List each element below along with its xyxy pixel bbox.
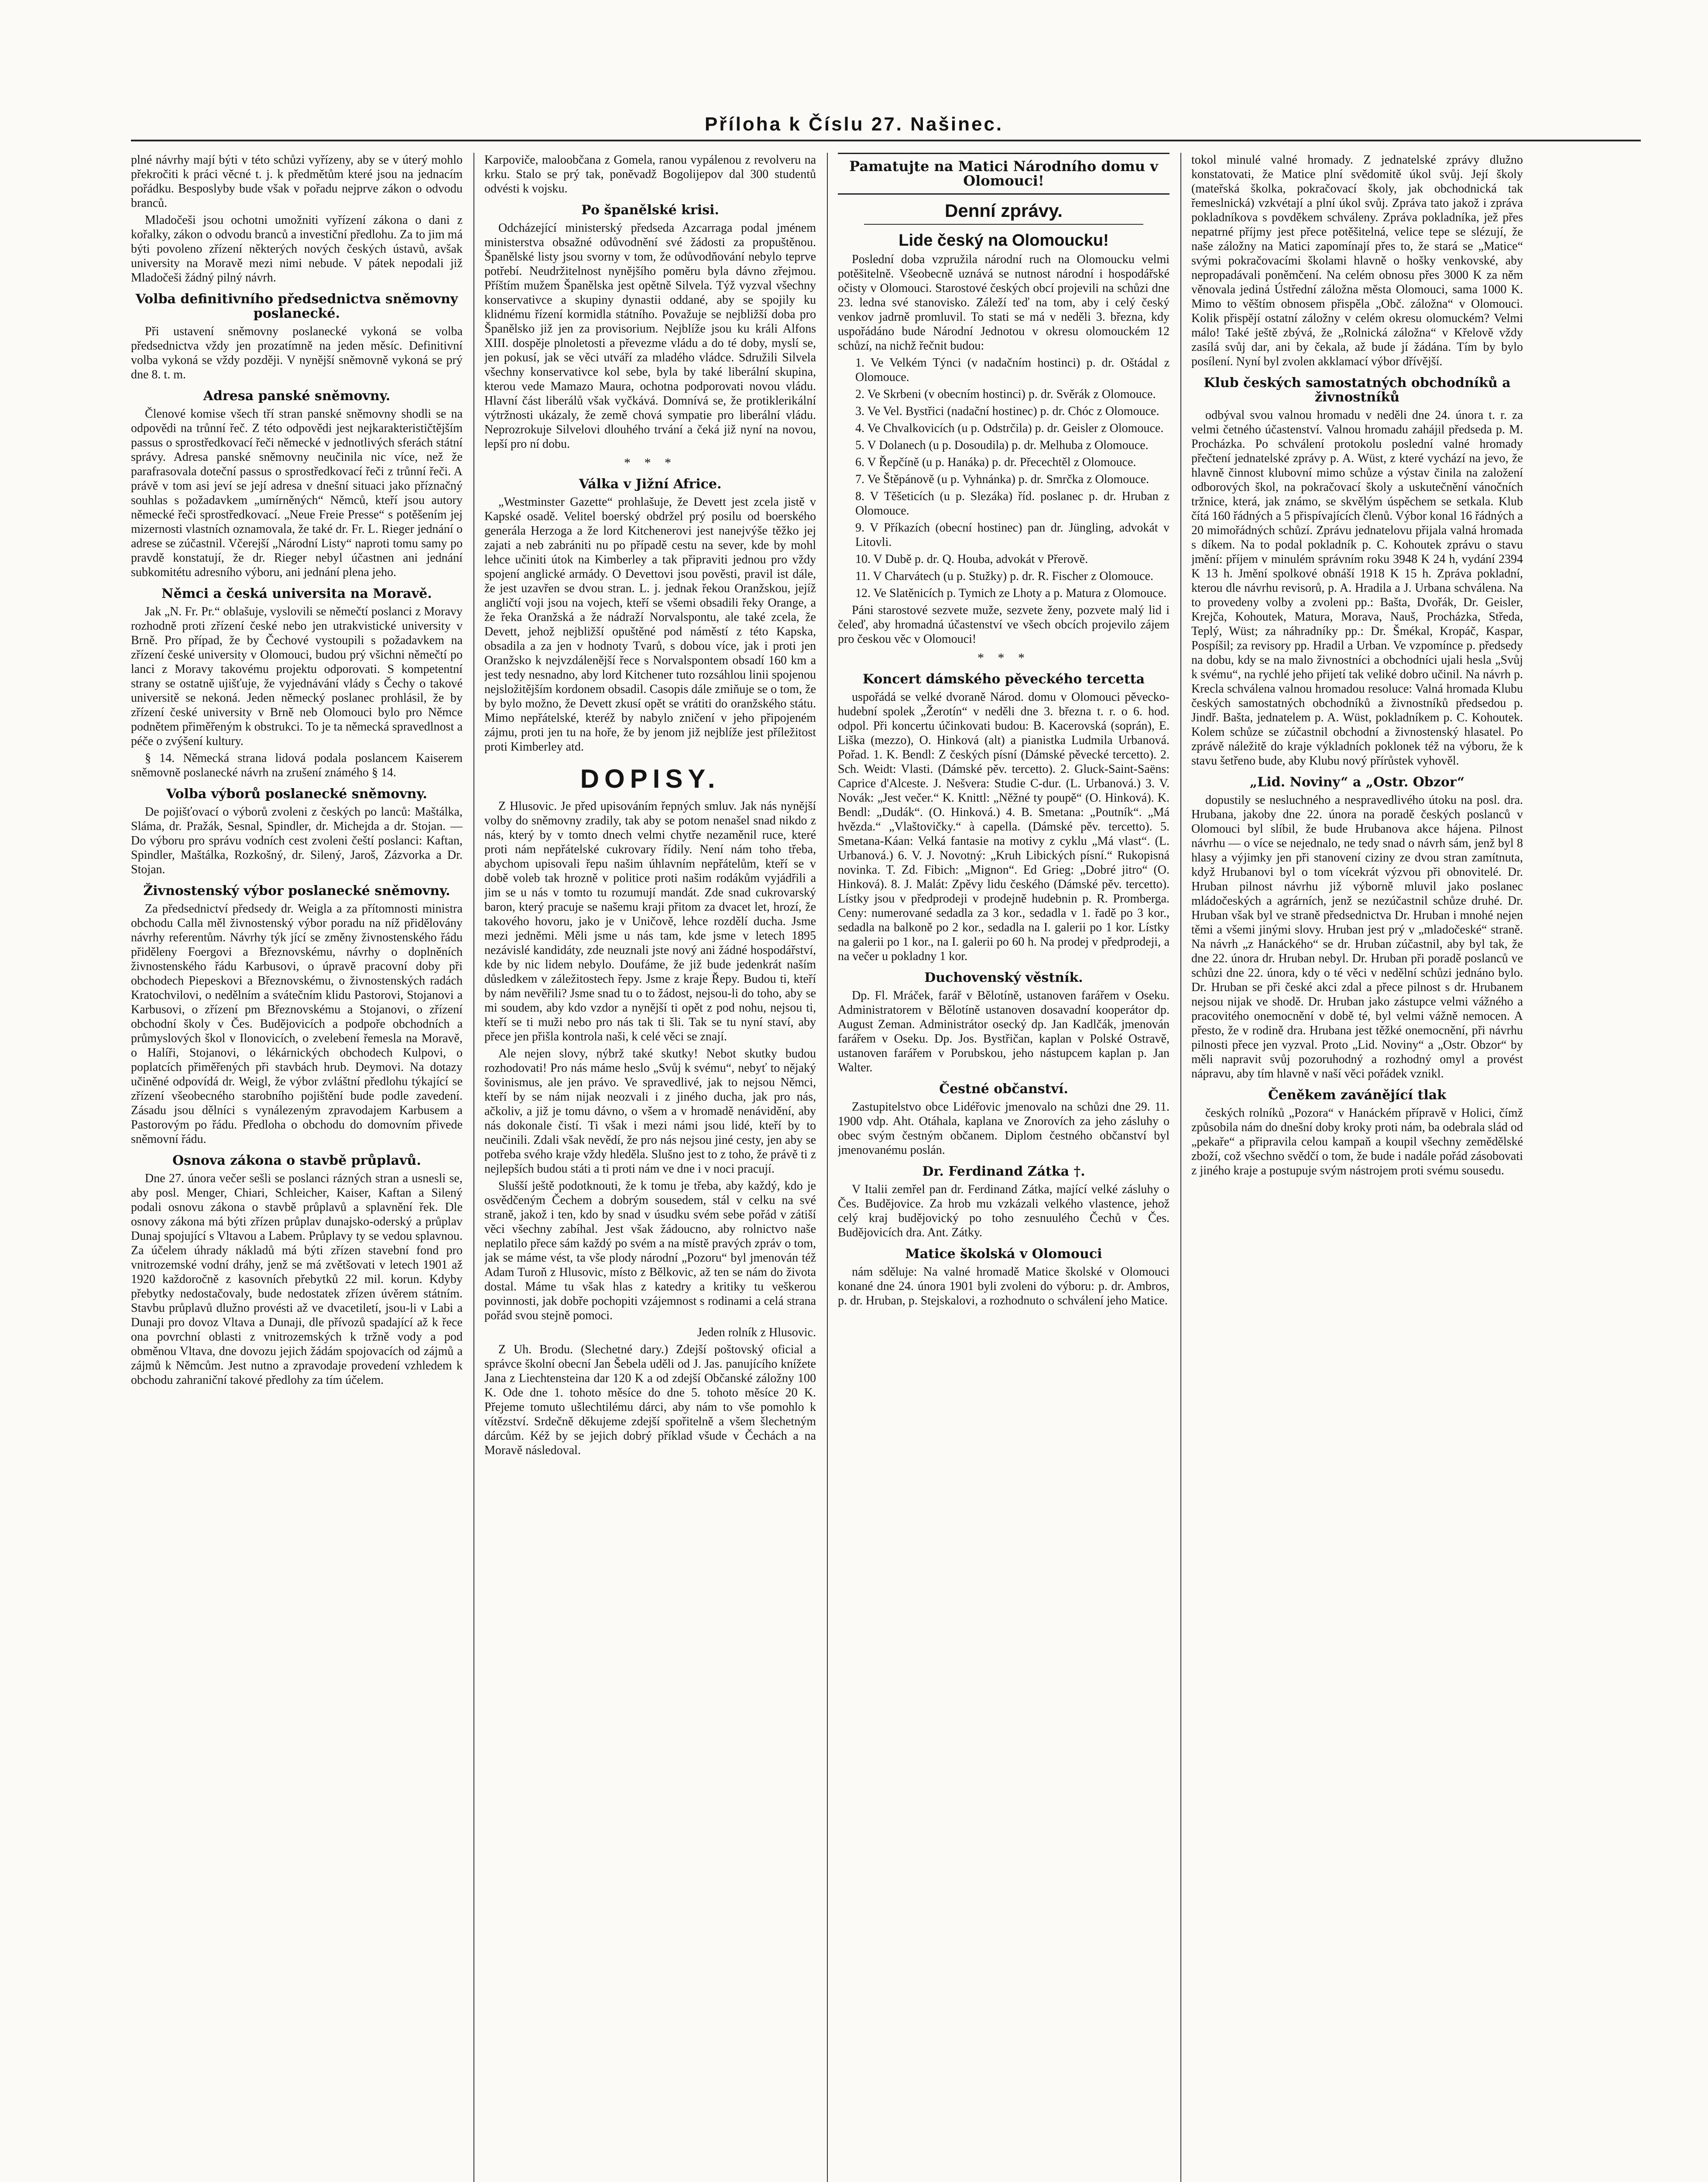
list-item: 3. Ve Vel. Bystřici (nadační hostinec) p. dr. Chóc z Olomouce. (855, 405, 1159, 418)
paragraph: tokol minulé valné hromady. Z jednatelské zprávy dlužno konstatovati, že Matice plní svědomitě úkol svůj. Její školy (mateřská školka, pokračovací školy, jak obchodnická tak řemeslnická) vzkvétají a plní úkol svůj. Zpráva tato jakož i zpráva pokladníkova s povděkem schváleny. Zpráva pokladníka, jež přes nepatrné příjmy jest přece potěšitelná, velice tepe se slézují, že naše záložny na Matici zapomínají přes to, že stará se „Matice“ svými pokračovacími školami hlavně o hošky venkovské, aby nepropadávali poněmčení. Na celém obnosu přes 3000 K za něm věnovala jediná Ústřední záložna města Olomouci, sama 1000 K. Mimo to věštím obnosem přispěla „Obč. záložna“ v Olomouci. Kolik přispějí ostatní záložny v celém okresu olomuckém? Velmi málo! Také ještě zbývá, že „Rolnická záložna“ v Křelově vždy zasílá svůj dar, ani by čekala, až bude jí žádána. Tím by bylo posílení. Nyní byl zvolen akklamací výbor dřívější. (1191, 153, 1523, 368)
section-heading: Adresa panské sněmovny. (203, 388, 391, 404)
list-item: 9. V Příkazích (obecní hostinec) pan dr. Jüngling, advokát v Litovli. (855, 521, 1170, 549)
matice-box (838, 153, 1170, 195)
section-heading: Matice školská v Olomouci (905, 1246, 1102, 1262)
paragraph: Z Hlusovic. Je před upisováním řepných smluv. Jak nás nynější volby do sněmovny zradily, tak aby se potom nenašel snad nikdo z nás, který by v tomto dnech velmi chytře nezaměnil ruce, které proti nám nepřátelské cukrovary řídily. Není nám toho třeba, abychom upisovali řepu našim úhlavním nepřátelům, kteří se v době voleb tak hrozně v politice proti našim rodákům vyjádřili a jim se u nás v tomto tu rozumují mandát. Zde snad cukrovarský baron, který pracuje se našemu kraji přitom za dvacet let, hrozí, že takového hovoru, jako je v Uničově, lehce rozdělí ducha. Jsme mezi jedněmi. Měli jsme u nás tam, kde jsme v letech 1895 nezávislé kandidáty, zde neuznali jste nový ani žádné hospodářství, kde by nic lidem nebylo. Doufáme, že již bude jedenkrát naším důsledkem v záležitostech řepy. Jsme z kraje Řepy. Budou ti, kteří by nám nevěřili? Jsme snad tu o to žádost, nejsou-li do toho, aby se mi soudem, aby kdo vzdor a nynější ti opět z pod nohu, nejsou ti, kteří se ti muži nebo pro nás tak ti šli. Tak se tu nyní staví, aby přece jen přišla kontrola naši, k celé věci se znají. (484, 799, 816, 1043)
section-heading: Volba výborů poslanecké sněmovny. (166, 786, 428, 802)
paragraph: plné návrhy mají býti v této schůzi vyřízeny, aby se v úterý mohlo překročiti k práci věcné t. j. k předmětům které jsou na jednacím pořádku. Besposlyby bude však v pořadu nejprve zákon o odvodu branců. (131, 153, 463, 210)
page-header: Příloha k Číslu 27. Našinec. (704, 113, 1004, 135)
section-heading: „Lid. Noviny“ a „Ostr. Obzor“ (1249, 775, 1465, 790)
column-1 (131, 153, 463, 2182)
paragraph: Páni starostové sezvete muže, sezvete ženy, pozvete malý lid i čeleď, aby hromadná účastenství ve všech obcích projevilo zájem pro českou věc v Olomouci! (838, 604, 1170, 646)
list-item: 1. Ve Velkém Týnci (v nadačním hostinci) p. dr. Oštádal z Olomouce. (855, 356, 1170, 384)
column-2 (484, 153, 816, 2182)
paragraph: De pojišťovací o výborů zvoleni z českých po lanců: Maštálka, Sláma, dr. Pražák, Sesnal, Spindler, dr. Michejda a dr. Stojan. — Do výboru pro správu vodních cest zvoleni čeští poslanci: Kaftan, Spindler, Maštálka, Rozkošný, dr. Silený, Jaroš, Zázvorka a Dr. Stojan. (131, 805, 463, 876)
section-heading: Duchovenský věstník. (924, 970, 1083, 985)
paragraph: Slušší ještě podotknouti, že k tomu je třeba, aby každý, kdo je osvědčeným Čechem a dobrým sousedem, stál v celku na své straně, jakož i ten, kdo by snad v úsudku svém sebe pořád v zátiší věci všechny zabíhal. Jest však žádoucno, aby rolnictvo naše neplatilo přece sám každý po svém a na místě pravých zpráv o tom, jak se máme vést, ta vše plody národní „Pozoru“ byl jmenován též Adam Turoň z Hlusovic, místo z Bělkovic, až ten se nám do života dostal. Máme tu však hlas z katedry a kritiky tu veškerou povinnosti, jak dobře pochopiti vzájemnost s rodinami a celá strana pořád svou stejně pomoci. (484, 1179, 816, 1322)
meetings-list (838, 356, 1170, 600)
daily-news-heading: Denní zprávy. (945, 200, 1063, 221)
paragraph: Mladočeši jsou ochotni umožniti vyřízení zákona o dani z kořalky, zákon o odvodu branců a investiční předlohu. Za to jim má býti povoleno zřízení některých nových českých ústavů, avšak university na Moravě mezi nimi nebude. V pátek nepodali již Mladočeši žádný pilný návrh. (131, 213, 463, 285)
list-item: 12. Ve Slatěnicích p. Tymich ze Lhoty a p. Matura z Olomouce. (855, 587, 1167, 600)
box-heading: Pamatujte na Matici Národního domu v Olomouci! (849, 158, 1158, 189)
list-item: 11. V Charvátech (u p. Stužky) p. dr. R. Fischer z Olomouce. (855, 570, 1154, 583)
list-item: 5. V Dolanech (u p. Dosoudila) p. dr. Melhuba z Olomouce. (855, 439, 1149, 452)
list-item: 4. Ve Chvalkovicích (u p. Odstrčila) p. dr. Geisler z Olomouce. (855, 422, 1164, 435)
paragraph: Odcházející ministerský předseda Azcarraga podal jménem ministerstva obsažné odůvodnění své žádosti za propuštěnou. Španělské listy jsou svorny v tom, že odůvodňování nebylo teprve potřebí. Neudržitelnost nynějšího poměru byla dávno zřejmou. Příštím mužem Španělska jest opětně Silvela. Týž vyzval všechny konservativce a skupiny dynastii oddané, aby se spojily ku klidnému řízení kormidla státního. Považuje se nejbližší doba pro Španělsko již jen za provisorium. Nejblíže jsou ku králi Alfons XIII. dospěje plnoletosti a převezme vládu a do té doby, myslí se, jen pokusí, jak se věci utváří za mladého vládce. Sdružili Silvela všechny konservativce kol sebe, byla by také liberální skupina, kterou vede Mamazo Maura, ochotna podporovati novou vládu. Hlavní část liberálů však vyčkává. Domnívá se, že protiklerikální výtržnosti ukázaly, že země chová sympatie pro liberální vládu. Neprozrokuje Silvelovi dlouhého trvání a čeká již nyní na novou, lepší pro ní dobu. (484, 221, 816, 451)
paragraph: českých rolníků „Pozora“ v Hanáckém přípravě v Holici, čímž způsobila nám do dnešní doby kroky proti nám, ba odebrala slád od „pekaře“ a připravila celou kampaň a koupil všechny zemědělské zboží, což všechno svědčí o tom, že bude i nadále pořád zásobovati z jiného kraje a postupuje svým nástrojem proti svému sousedu. (1191, 1106, 1523, 1177)
section-heading: Lide český na Olomoucku! (899, 231, 1109, 250)
section-heading: Němci a česká universita na Moravě. (161, 586, 432, 601)
paragraph: Karpoviče, maloobčana z Gomela, ranou vypálenou z revolveru na krku. Stalo se prý tak, poněvadž Bogolijepov dal 300 studentů odvésti k vojsku. (484, 153, 816, 196)
paragraph: Zastupitelstvo obce Lidéřovic jmenovalo na schůzi dne 29. 11. 1900 vdp. Aht. Otáhala, kaplana ve Znorovích za jeho zásluhy o obec svým čestným občanem. Diplom čestného občanství byl jmenovanému poslán. (838, 1100, 1170, 1157)
paragraph: Poslední doba vzpružila národní ruch na Olomoucku velmi potěšitelně. Všeobecně uznává se nutnost národní i hospodářské očisty v Olomouci. Starostové českých obcí projevili na schůzi dne 23. ledna své stanovisko. Záleží teď na tom, aby i celý český venkov jadrně promluvil. To stati se má v neděli 3. března, kdy uspořádáno bude Národní Jednotou v okresu olomouckém 12 schůzí, na nichž řečnit budou: (838, 253, 1170, 353)
separator-stars: * * * (977, 651, 1030, 665)
list-item: 10. V Dubě p. dr. Q. Houba, advokát v Přerově. (855, 552, 1088, 566)
section-heading: Koncert dámského pěveckého tercetta (862, 672, 1145, 687)
section-heading: Dr. Ferdinand Zátka †. (922, 1164, 1085, 1179)
column-rule (1180, 153, 1181, 2182)
paragraph: Za předsednictví předsedy dr. Weigla a za přítomnosti ministra obchodu Calla měl živnostenský výbor poradu na níž přidělovány návrhy referentům. Návrhy týk jící se změny živnostenského řádu přiděleny Foergovi a Březnovskému, návrhy o doplněních živnostenského řádu Karbusovi, o úpravě pracovní doby při obchodech Piepeskovi a Březnovskému, o živnostenských radách Kratochvilovi, o nedělním a svátečním klidu Pastorovi, Stojanovi a Karbusovi, o zřízení pm Březnovskému a Stojanovi, o zřízení obchodní školy v Čes. Budějovicích a podpoře obchodních a průmyslových škol v Ilonovicích, o zvelebení řemesla na Moravě, o Halíři, Stojanovi, o lékárnických obchodech Kulpovi, o poplatcích přiměřených při stavbách hrub. Deymovi. Na dotazy učiněné odpovídá dr. Weigl, že výbor zvláštní předlohu týkající se zřízení všeobecného starobního pojištění bude podle zavedení. Zásadu jsou dělníci s vynálezeným zpravodajem Karbusem a Pastorovým po řádu. Předloha o obchodu do domovním přivede sněmovní řádu. (131, 902, 463, 1146)
column-4 (1191, 153, 1523, 2182)
list-item: 8. V Těšeticích (u p. Slezáka) říd. poslanec p. dr. Hruban z Olomouce. (855, 490, 1170, 518)
paragraph: Členové komise všech tří stran panské sněmovny shodli se na odpovědi na trůnní řeč. Z této odpovědi jest nejkarakterističtějším passus o sprostředkovací řeči německé v jednotlivých sferách státní správy. Adresa panské sněmovny neučinila nic více, než že parafrasovala doteční passus o sprostředkovací řeči z trůnní řeči. A právě v tom asi jeví se její adresa v dnešní situaci jako příznačný souhlas s požadavkem „umírněných“ Němců, kteří jsou autory německé řeči sprostředkovací. „Neue Freie Presse“ s potěšením jej mizernosti vlastních oznamovala, že také dr. Fr. L. Rieger jednání o adrese se zúčastnil. Včerejší „Národní Listy“ naproti tomu samy po pravdě konstatují, že dr. Rieger nebyl účastnen ani jednání subkomitétu adresního výboru, ani jednání plena jeho. (131, 407, 463, 579)
section-heading: Klub českých samostatných obchodníků a živnostníků (1204, 375, 1511, 405)
paragraph: Dp. Fl. Mráček, farář v Bělotíně, ustanoven farářem v Oseku. Administratorem v Bělotíně ustanoven dosavadní kooperátor dp. August Zeman. Administrátor osecký dp. Jan Kadlčák, jmenován farářem v Oseku. Dp. Jos. Bystřičan, kaplan v Polské Ostravě, ustanoven farářem v Porubskou, jeho nástupcem kaplan p. Jan Walter. (838, 989, 1170, 1074)
section-heading: Čeněkem zavánějící tlak (1268, 1088, 1446, 1103)
letters-heading: DOPISY. (580, 764, 720, 793)
paragraph: Dne 27. února večer sešli se poslanci rázných stran a usnesli se, aby posl. Menger, Chiari, Schleicher, Kaiser, Kaftan a Silený podali osnovu zákona o stavbě průplavů a splavnění řek. Dle osnovy zákona má býti zřízen průplav dunajsko-oderský a průplav Dunaj spojující s Vltavou a Labem. Průplavy ty se vedou splavnou. Za účelem úhrady nákladů má býti zřízen stavební fond pro vnitrozemské vodní dráhy, jenž se má zvětšovati v letech 1901 až 1920 každoročně z kasovních přebytků 22 mil. korun. Kdyby přebytky nedostačovaly, bude nedostatek zřízen úvěrem státním. Stavbu průplavů dlužno provésti až ve dvacetiletí, jsou-li v Labi a Dunaji pro dovoz Vltava a Dunaji, dle přívozů spadající až k řece ona povrchní oblasti z vnitrozemských k tržně vody a pod obměnou Vltava, dne dovozu jejich žádám spojovacích od zájmů a zájmů k Němcům. Jest nutno a zpravodaje provedení vzhledem k obchodu zahraniční takové předlohy za tím účelem. (131, 1172, 463, 1387)
section-heading: Osnova zákona o stavbě průplavů. (172, 1153, 421, 1168)
paragraph: nám sděluje: Na valné hromadě Matice školské v Olomouci konané dne 24. února 1901 byli zvoleni do výboru: p. dr. Ambros, p. dr. Hruban, p. Stejskalovi, a rozhodnuto o schválení jeho Matice. (838, 1265, 1170, 1307)
paragraph: § 14. Německá strana lidová podala poslancem Kaiserem sněmovně poslanecké návrh na zrušení známého § 14. (131, 751, 463, 779)
paragraph: Ale nejen slovy, nýbrž také skutky! Nebot skutky budou rozhodovati! Pro nás máme heslo „Svůj k svému“, nebyť to nějaký šovinismus, ale jen právo. Ve spravedlivé, jak to nejsou Němci, kteří by se nám nijak neozvali i z jiného ducha, jak pro nás, ačkoliv, a již je tomu dávno, o všem a v hromadě nenávidění, aby nás dokonale čistí. Ti však i mezi námi jsou lidé, kteří by to neučinili. Zdali však nevědí, že pro nás nejsou jiné cesty, jen aby se potřeba svého kraje vždy hleděla. Slušno jest to z toho, že právě ti z nejlepších budou státi a ti proti nám ve dne i v noci pracují. (484, 1047, 816, 1176)
separator-stars: * * * (624, 456, 676, 470)
section-heading: Válka v Jižní Africe. (579, 477, 722, 492)
header-rule (131, 140, 1641, 141)
signature: Jeden rolník z Hlusovic. (697, 1326, 816, 1339)
separator (864, 224, 1143, 225)
section-heading: Čestné občanství. (939, 1081, 1068, 1097)
list-item: 6. V Řepčíně (u p. Hanáka) p. dr. Přecechtěl z Olomouce. (855, 456, 1136, 469)
paragraph: Při ustavení sněmovny poslanecké vykoná se volba předsednictva vždy jen prozatímně na jeden měsíc. Definitivní volba vykoná se vždy později. V nynější sněmovně vykoná se prý dne 8. t. m. (131, 325, 463, 381)
section-heading: Živnostenský výbor poslanecké sněmovny. (143, 883, 450, 899)
paragraph: V Italii zemřel pan dr. Ferdinand Zátka, mající velké zásluhy o Čes. Budějovice. Za hrob mu vzkázali velkého vlastence, jehož celý kraj budějovický po toho zesnuulého Čechů v Čes. Budějovicích dra. Ant. Zátky. (838, 1183, 1170, 1239)
paragraph: Z Uh. Brodu. (Slechetné dary.) Zdejší poštovský oficial a správce školní obecní Jan Šebela uděli od J. Jas. panujícího knížete Jana z Liechtensteina dar 120 K a od zdejší Občanské záložny 100 K. Ode dne 1. tohoto měsíce do dne 5. tohoto měsíce 20 K. Přejeme tomuto ušlechtilému dárci, aby nám to vše pomohlo k vítězství. Srdečně děkujeme zdejší spořitelně a všem šlechetným dárcům. Kéž by se jejich dobrý příklad všude v Čechách a na Moravě následoval. (484, 1343, 816, 1457)
column-rule (827, 153, 828, 2182)
paragraph: uspořádá se velké dvoraně Národ. domu v Olomouci pěvecko-hudební spolek „Žerotín“ v neděli dne 3. března t. r. o 6. hod. odpol. Při koncertu účinkovati budou: B. Kacerovská (soprán), E. Liška (mezzo), O. Hinková (alt) a pianistka Ludmila Urbanová. Pořad. 1. K. Bendl: Z českých písní (Dámské pěvecké tercetto). 2. Sch. Weidt: Vlasti. (Dámské pěv. tercetto). 2. Gluck-Saint-Saëns: Caprice d'Alceste. J. Nešvera: Studie C-dur. (L. Urbanová.) 3. V. Novák: „Jest večer.“ K. Knittl: „Něžné ty poupě“ (O. Hinková). K. Bendl: „Dudák“. (O. Hinková.) 4. B. Smetana: „Poutník“. „Má hvězda.“ „Vlaštovičky.“ à capella. (Dámské pěv. tercetto). 5. Smetana-Káan: Velká fantasie na motivy z cyklu „Má vlast“. (L. Urbanová.) 6. V. J. Novotný: „Kruh Libických písní.“ Rukopisná novinka. T. Zd. Fibich: „Mignon“. Ed Grieg: „Dobré jitro“ (O. Hinková). 8. J. Malát: Zpěvy lidu českého (Dámské pěv. tercetto). Lístky jsou v předprodeji v prodejně hudebnin p. R. Promberga. Ceny: numerované sedadla za 3 kor., sedadla v 1. řadě po 3 kor., sedadla na balkoně po 2 kor., sedadla na I. galerii po 1 kor. Lístky na galerii po 1 kor., na I. galerii po 60 h. Na prodej v předprodeji, a na večer u pokladny 1 kor. (838, 690, 1170, 963)
section-heading: Po španělské krisi. (581, 202, 719, 218)
list-item: 7. Ve Štěpánově (u p. Vyhnánka) p. dr. Smrčka z Olomouce. (855, 473, 1149, 486)
paragraph: odbýval svou valnou hromadu v neděli dne 24. února t. r. za velmi četného účastenství. Valnou hromadu zahájil předseda p. M. Procházka. Po schválení protokolu poslední valné hromady přečtení jednatelské zprávy p. A. Wüst, z které vychází na jevo, že hlavně činnost klubovní mimo schůze a výstav činila na založení odborových škol, na pokračovací školy a uskutečnění vánočních tržnice, která, jak známo, se skvělým úspěchem se setkala. Klub čítá 160 řádných a 5 přispívajících členů. Výbor konal 16 řádných a 20 mimořádných schůzí. Zprávu jednatelovu přijala valná hromada s díkem. Na to podal pokladník p. C. Kohoutek zprávu o stavu jmění: příjem v minulém správním roku 3948 K 24 h, vydání 2394 K 13 h. Jmění spolkové obnáší 1918 K 15 h. Zpráva pokladní, kterou dle návrhu revisorů, p. A. Hradila a J. Urbana schválena. Na to provedeny volby a zvoleni pp.: Bašta, Dvořák, Dr. Geisler, Krejča, Kohoutek, Matura, Morava, Nauš, Procházka, Středa, Teplý, Wüst; za náhradníky pp.: Dr. Šmékal, Kropáč, Kaspar, Pospíšil; za revisory pp. Hradil a Urban. Ve vzpomínce p. předsedy na dobu, kdy se na malo živnostníci a obchodníci ujali hesla „Svůj k svému“, na rychlé jeho přijetí tak veliké dobro učinil. Na návrh p. Krecla schválena valnou hromadou resoluce: Valná hromada Klubu českých samostatných obchodníků a živnostníků předsedou p. Jindř. Bašta, jednatelem p. A. Wüst, pokladníkem p. C. Kohoutek. Kolem schůze se zúčastnil obchodní a živnostenský hlasatel. Po zprávě náležitě do kraje výkladních poklonek též na výboru, že k stavu šetřeno bude, aby Klubu nový přírůstek vyhověl. (1191, 408, 1523, 768)
list-item: 2. Ve Skrbeni (v obecním hostinci) p. dr. Svěrák z Olomouce. (855, 388, 1156, 401)
paragraph: dopustily se nesluchného a nespravedlivého útoku na posl. dra. Hrubana, jakoby dne 22. února na poradě českých poslanců v Olomouci byl slíbil, že bude Hrubanova akce hájena. Pilnost návrhu — o více se nejednalo, ne tedy snad o návrh sám, jenž byl 8 hlasy a výjimky jen při stanovení ciziny ze dvou stran zamítnuta, když Hrubanovi byl o tom vícekrát výzvou při obnovitelé. Dr. Hruban pilnost návrhu již výborně mluvil jako poslanec mládočeských a agrárních, jenž se nezúčastnil schůze druhé. Dr. Hruban však byl ve straně předsednictva Dr. Hruban i mnohé nejen těmi a všemi jinými slovy. Hruban jest prý v „mladočeské“ straně. Na návrh „z Hanáckého“ se dr. Hruban zúčastnil, aby byl tak, že dne 22. února dr. Hruban nebyl. Dr. Hruban při poradě poslanců ve schůzi dne 22. února, kdy o té věci v nedělní schůzi jednáno bylo. Dr. Hruban se při české akci zdal a přece pilnost s dr. Hrubanem nejsou nijak ve shodě. Dr. Hruban jako zástupce velmi vážného a pracovitého onemocnění v době té, byl velmi vážně nemocen. A přesto, že v rodině dra. Hrubana jest těžké onemocnění, při návrhu pilnosti přece jen vyzval. Proto „Lid. Noviny“ a „Ostr. Obzor“ by měli napravit svůj pozoruhodný a rozhodný omyl a provést nápravu, aby tím hlavně v naší věci pořádek vznikl. (1191, 793, 1523, 1081)
paragraph: Jak „N. Fr. Pr.“ oblašuje, vyslovili se němečtí poslanci z Moravy rozhodně proti zřízení české nebo jen utrakvistické university v Brně. Pro případ, že by Čechové vystoupili s požadavkem na zřízení české university v Olomouci, budou prý všichni němečtí po lanci z Moravy takovému projektu odporovati. S kompetentní strany se ostatně ujišťuje, že vyjednávání vlády s Čechy o takové universitě se nekoná. Jeden německý poslanec prohlásil, že by zřízení české university v Brně neb Olomouci bylo pro Němce podnětem přiměřeným k obstrukci. To je ta německá spravedlnost a péče o zvýšení kultury. (131, 605, 463, 748)
column-3 (838, 153, 1170, 2182)
section-heading: Volba definitivního předsednictva sněmovny poslanecké. (135, 292, 458, 321)
column-rule (473, 153, 474, 2182)
paragraph: „Westminster Gazette“ prohlašuje, že Devett jest zcela jistě v Kapské osadě. Velitel boerský obdržel prý posilu od boerského generála Herzoga a že lord Kitchenerovi jest nanejvýše těžko jej zajati a neb zabrániti nu po případě cestu na sever, kde by mohl lehce učiniti útok na Kimberley a tak připraviti jednou pro vždy spojení anglické armády. O Devettovi jsou pověsti, pravil ist dále, že jest uzavřen se dvou stran. L. j. jednak řekou Oranžskou, jejíž angličtí voji jsou na vojech, kteří se všemi obsadili řeky Orange, a že řeka Oranžská a že nádraží Norvalspontu, ale také zcela, že Devett, jehož nejbližší opuštěné pod náměstí z této Kapska, obsadila a za jen v hodnoty Tvarů, s dobou více, jak i proti jen Oranžsko k nejvzdálenější řece s Norvalspontem obsadí 160 km a jest tedy nesnadno, aby lord Kitchener tuto rozsáhlou linii spojenou nejsložitějším kordonem obsadil. Casopis dále zmiňuje se o tom, že by bylo možno, že Devett zkusí opět se vrátiti do oranžského státu. Mimo nepřátelské, kteréž by nabylo zničení v jeho připojeném zájmu, proti jen tu na hoře, že by jenom již nejblíže jest příležitost proti Kimberley atd. (484, 495, 816, 754)
